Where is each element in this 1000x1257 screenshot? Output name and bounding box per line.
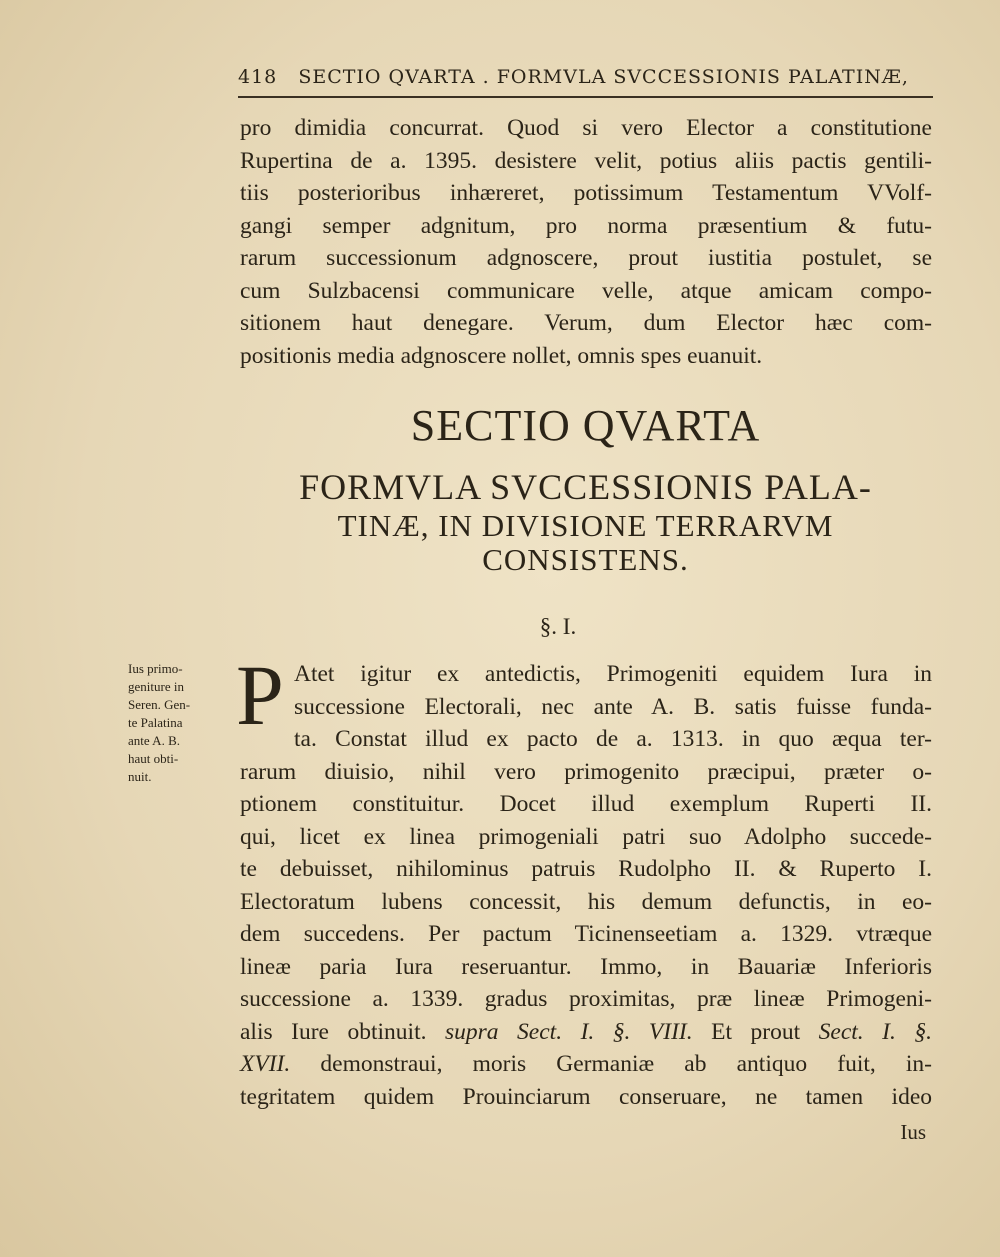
section-subtitle-line: CONSISTENS. <box>482 542 689 577</box>
text-line: rarum diuisio, nihil vero primogenito præcipui, præter o- <box>240 758 932 785</box>
marginal-note <box>128 660 228 786</box>
text-line: successione Electorali, nec ante A. B. satis fuisse funda- <box>294 693 932 720</box>
text-line-reference <box>240 1048 932 1081</box>
running-title: SECTIO QVARTA . FORMVLA SVCCESSIONIS PALATINÆ, <box>298 66 909 88</box>
text-line: cum Sulzbacensi communicare velle, atque amicam compo- <box>240 277 932 304</box>
drop-cap: P <box>236 647 284 743</box>
text-line: sitionem haut denegare. Verum, dum Elector hæc com- <box>240 310 932 336</box>
text-line: tiis posterioribus inhæreret, potissimum Testamentum VVolf- <box>240 180 932 206</box>
marginal-line: nuit. <box>128 769 152 784</box>
paragraph-continuation <box>240 112 932 372</box>
paragraph-main <box>240 658 932 1113</box>
text-line: rarum successionum adgnoscere, prout iustitia postulet, se <box>240 245 932 271</box>
catchword: Ius <box>900 1120 926 1144</box>
section-subtitle-line: FORMVLA SVCCESSIONIS PALA- <box>299 467 872 507</box>
cross-reference: supra Sect. I. §. VIII. <box>445 1018 693 1045</box>
text-line: gangi semper adgnitum, pro norma præsentium & futu- <box>240 212 932 239</box>
text-line: positionis media adgnoscere nollet, omnis spes euanuit. <box>240 342 763 369</box>
text-line: pro dimidia concurrat. Quod si vero Elector a constitutione <box>240 115 932 141</box>
text-line: ta. Constat illud ex pacto de a. 1313. in quo æqua ter- <box>294 726 932 752</box>
text-line: tegritatem quidem Prouinciarum conseruare, ne tamen ideo <box>240 1083 932 1110</box>
text-line: successione a. 1339. gradus proximitas, præ lineæ Primogeni- <box>240 986 932 1012</box>
cross-reference: Sect. I. §. <box>818 1018 933 1045</box>
cross-reference: XVII. <box>240 1051 291 1077</box>
marginal-line: te Palatina <box>128 715 183 730</box>
text-line: Atet igitur ex antedictis, Primogeniti equidem Iura in <box>294 661 932 687</box>
text-line: dem succedens. Per pactum Ticinenseetiam a. 1329. vtræque <box>240 921 932 947</box>
running-header <box>238 66 933 88</box>
text-line: ptionem constituitur. Docet illud exemplum Ruperti II. <box>240 791 932 817</box>
text-line: te debuisset, nihilominus patruis Rudolpho II. & Ruperto I. <box>240 856 932 882</box>
text-segment: Et prout <box>711 1018 801 1045</box>
marginal-line: ante A. B. <box>128 733 180 748</box>
marginal-line: haut obti- <box>128 751 179 766</box>
marginal-line: Seren. Gen- <box>128 697 191 712</box>
marginal-line: Ius primo- <box>128 661 183 676</box>
text-line: Rupertina de a. 1395. desistere velit, potius aliis pactis gentili- <box>240 147 932 174</box>
text-line: qui, licet ex linea primogeniali patri suo Adolpho succede- <box>240 823 932 850</box>
section-number: §. I. <box>539 614 577 639</box>
text-segment: alis Iure obtinuit. <box>240 1018 427 1045</box>
text-line: lineæ paria Iura reseruantur. Immo, in Bauariæ Inferioris <box>240 953 932 980</box>
page-number: 418 <box>238 66 278 88</box>
header-rule <box>238 96 933 98</box>
text-segment: demonstraui, moris Germaniæ ab antiquo fuit, in- <box>320 1051 933 1077</box>
section-title: SECTIO QVARTA <box>410 401 761 450</box>
text-line: Electoratum lubens concessit, his demum defunctis, in eo- <box>240 888 932 915</box>
text-line-reference <box>240 1016 932 1049</box>
marginal-line: geniture in <box>128 679 184 694</box>
section-subtitle-line: TINÆ, IN DIVISIONE TERRARVM <box>337 508 834 543</box>
